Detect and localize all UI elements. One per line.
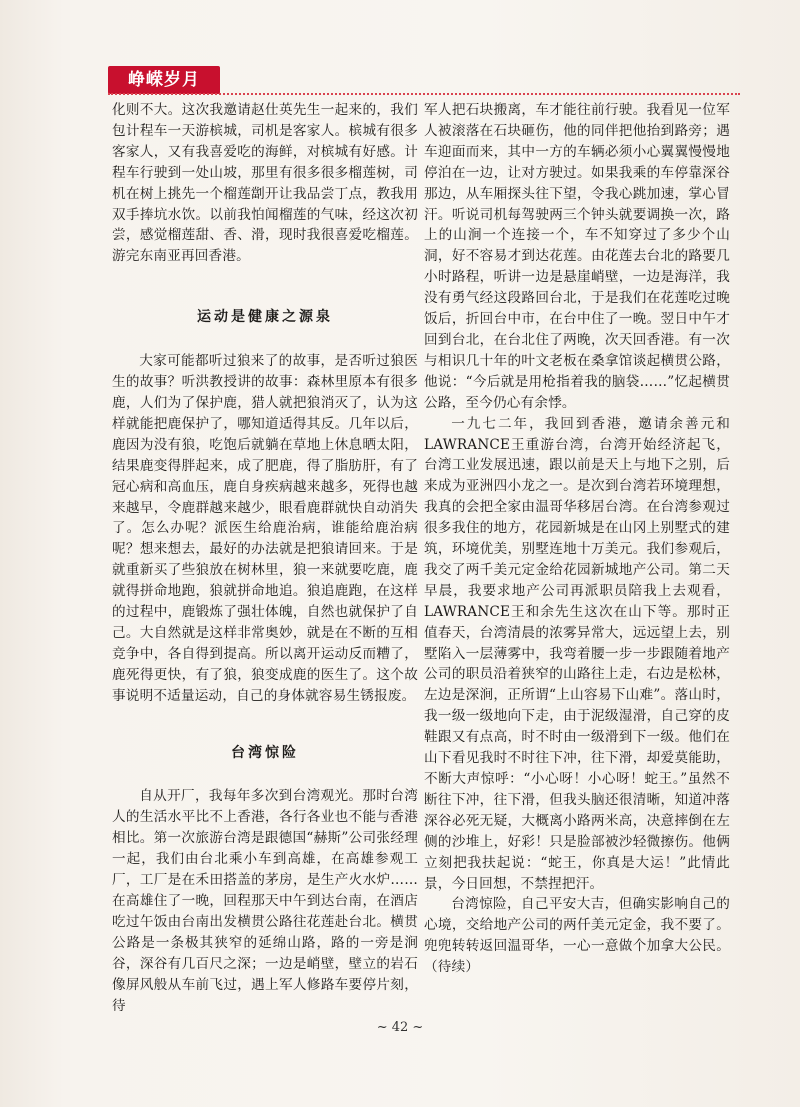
left-paragraph-2: 大家可能都听过狼来了的故事，是否听过狼医生的故事？听洪教授讲的故事：森林里原本有很多鹿，人们为了保护鹿，猎人就把狼消灭了，认为这样就能把鹿保护了，哪知道适得其反。几年以后，鹿因为没有狼，吃饱后就躺在草地上休息晒太阳，结果鹿变得胖起来，成了肥鹿，得了脂肪肝，有了冠心病和高血压，鹿自身疾病越来越多，死得也越来越早，令鹿群越来越少，眼看鹿群就快自动消失了。怎么办呢？派医生给鹿治病，谁能给鹿治病呢？想来想去，最好的办法就是把狼请回来。于是就重新买了些狼放在树林里，狼一来就要吃鹿，鹿就得拼命地跑，狼就拼命地追。狼追鹿跑，在这样的过程中，鹿锻炼了强壮体魄，自然也就保护了自己。大自然就是这样非常奥妙，就是在不断的互相竞争中，各自得到提高。所以离开运动反而糟了，鹿死得更快，有了狼，狼变成鹿的医生了。这个故事说明不适量运动，自己的身体就容易生锈报废。: [112, 353, 418, 704]
left-paragraph-1: 化则不大。这次我邀请赵仕英先生一起来的，我们包计程车一天游槟城，司机是客家人。槟城有很多客家人，又有我喜爱吃的海鲜，对槟城有好感。计程车行驶到一处山坡，那里有很多很多榴莲树，司机在树上挑先一个榴莲劏开让我品尝丁点，教我用双手捧坑水饮。以前我怕闻榴莲的气味，经这次初尝，感觉榴莲甜、香、滑，现时我很喜爱吃榴莲。游完东南亚再回香港。: [112, 102, 418, 265]
heading-exercise: 运动是健康之源泉: [197, 309, 333, 326]
left-paragraph-3: 自从开厂，我每年多次到台湾观光。那时台湾人的生活水平比不上香港，各行各业也不能与香港相比。第一次旅游台湾是跟德国“赫斯”公司张经理一起，我们由台北乘小车到高雄，在高雄参观工厂，工厂是在禾田搭盖的茅房，是生产火水炉……在高雄住了一晚，回程那天中午到达台南，在酒店吃过午饭由台南出发横贯公路往花莲赴台北。横贯公路是一条极其狭窄的延绵山路，路的一旁是涧谷，深谷有几百尺之深；一边是峭壁，壁立的岩石像屏风般从车前飞过，遇上军人修路车要停片刻，待: [112, 788, 418, 1014]
right-paragraph-3: 台湾惊险，自己平安大吉，但确实影响自己的心境，交给地产公司的两仟美元定金，我不要了。兜兜转转返回温哥华，一心一意做个加拿大公民。（待续）: [424, 896, 730, 976]
header-dotted-rule: [108, 93, 740, 95]
right-column: [424, 100, 730, 978]
section-title-tab: 峥嵘岁月: [108, 66, 220, 94]
heading-taiwan: 台湾惊险: [231, 744, 299, 761]
left-column: [112, 100, 418, 1016]
right-paragraph-2: 一九七二年，我回到香港，邀请余善元和LAWRANCE王重游台湾，台湾开始经济起飞，台湾工业发展迅速，跟以前是天上与地下之别，后来成为亚洲四小龙之一。是次到台湾若环境理想，我真的会把全家由温哥华移居台湾。在台湾参观过很多我住的地方，花园新城是在山冈上别墅式的建筑，环境优美，别墅连地十万美元。我们参观后，我交了两千美元定金给花园新城地产公司。第二天早晨，我要求地产公司再派职员陪我上去观看，LAWRANCE王和余先生这次在山下等。那时正值春天，台湾清晨的浓雾异常大，远远望上去，别墅陷入一层薄雾中，我弯着腰一步一步跟随着地产公司的职员沿着狭窄的山路往上走，右边是松林，左边是深涧，正所谓“上山容易下山难”。落山时，我一级一级地向下走，由于泥级湿滑，自己穿的皮鞋跟又有点高，时不时由一级滑到下一级。他们在山下看见我时不时往下冲，往下滑，却爱莫能助，不断大声惊呼：“小心呀！小心呀！蛇王。”虽然不断往下冲，往下滑，但我头脑还很清晰，知道冲落深谷必死无疑，大概离小路两米高，决意摔倒在左侧的沙堆上，好彩！只是脸部被沙轻微擦伤。他俩立刻把我扶起说：“蛇王，你真是大运！”此情此景，今日回想，不禁捏把汗。: [424, 415, 730, 892]
right-paragraph-1: 军人把石块搬离，车才能往前行驶。我看见一位军人被滚落在石块砸伤，他的同伴把他抬到路旁；遇车迎面而来，其中一方的车辆必须小心翼翼慢慢地停泊在一边，让对方驶过。如果我乘的车停靠深谷那边，从车厢探头往下望，令我心跳加速，掌心冒汗。听说司机每驾驶两三个钟头就要调换一次，路上的山涧一个连接一个，车不知穿过了多少个山洞，好不容易才到达花莲。由花莲去台北的路要几小时路程，听讲一边是悬崖峭壁，一边是海洋，我没有勇气经这段路回台北，于是我们在花莲吃过晚饭后，折回台中市，在台中住了一晚。翌日中午才回到台北，在台北住了两晚，次天回香港。有一次与相识几十年的叶文老板在桑拿馆谈起横贯公路，他说：“今后就是用枪指着我的脑袋……”忆起横贯公路，至今仍心有余悸。: [424, 102, 730, 411]
page-number: ~ 42 ~: [376, 1020, 424, 1035]
